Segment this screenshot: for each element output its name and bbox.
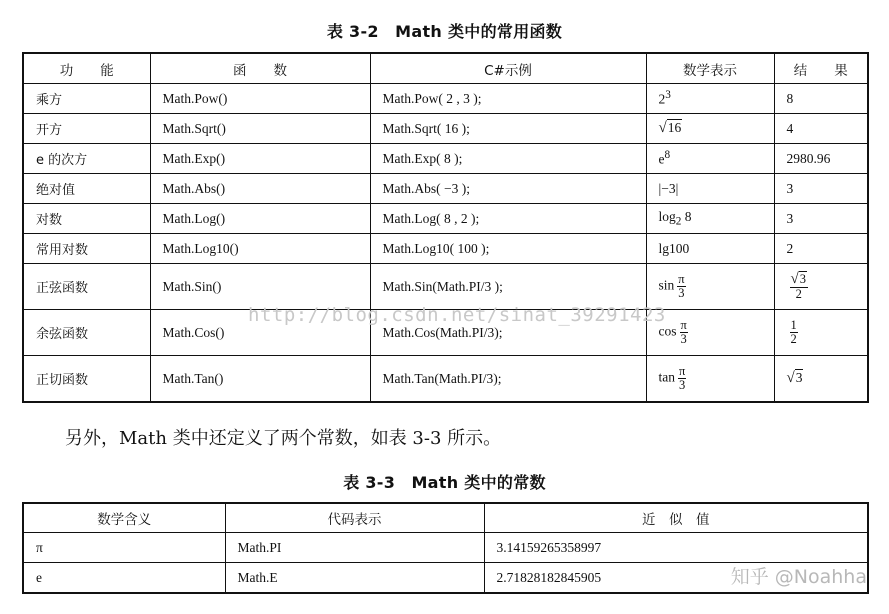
fraction: [677, 273, 685, 300]
fraction: [790, 272, 808, 302]
log-arg: 8: [681, 209, 692, 225]
result-cell: [774, 310, 868, 356]
header-code: 代码表示: [225, 503, 484, 533]
denominator: 2: [795, 287, 802, 302]
method-cell: Math.Exp(): [150, 144, 370, 174]
denominator: 3: [679, 378, 686, 392]
function-cell: 开方: [23, 114, 150, 144]
numerator: 1: [790, 317, 797, 332]
math-cell: [646, 204, 774, 234]
radicand: 3: [795, 370, 803, 385]
result-cell: 8: [774, 84, 868, 114]
example-cell: Math.Log( 8 , 2 );: [370, 204, 646, 234]
table-row: [23, 356, 868, 403]
example-cell: Math.Exp( 8 );: [370, 144, 646, 174]
fraction: [678, 365, 686, 392]
math-cell: [646, 264, 774, 310]
result-cell: 3: [774, 204, 868, 234]
trig-fn: tan: [658, 369, 675, 385]
method-cell: Math.Cos(): [150, 310, 370, 356]
table-row: [23, 204, 868, 234]
radical-sign: √: [658, 120, 667, 136]
table-row: [23, 310, 868, 356]
table-row: [23, 264, 868, 310]
square-root: [659, 120, 683, 137]
method-cell: Math.Pow(): [150, 84, 370, 114]
denominator: 3: [680, 332, 687, 346]
watermark-url: http://blog.csdn.net/sinat_39291423: [248, 304, 666, 326]
example-cell: Math.Cos(Math.PI/3);: [370, 310, 646, 356]
radical-sign: √: [786, 370, 795, 386]
table-3-2-caption: 表 3-2 Math 类中的常用函数: [326, 22, 563, 41]
common-functions-table: [22, 52, 869, 403]
table-row: [23, 114, 868, 144]
header-method: 函 数: [150, 53, 370, 84]
math-exponent: 8: [664, 149, 671, 162]
trig-fn: cos: [658, 323, 677, 339]
header-math: 数学表示: [646, 53, 774, 84]
math-cell: lg100: [646, 234, 774, 264]
result-cell: [774, 356, 868, 403]
table-row: [23, 144, 868, 174]
zhihu-watermark: 知乎 @Noahha: [730, 566, 867, 588]
result-cell: 4: [774, 114, 868, 144]
function-cell: e 的次方: [23, 144, 150, 174]
math-cell: [646, 84, 774, 114]
table-row: [23, 174, 868, 204]
math-cell: [646, 310, 774, 356]
math-base: e: [658, 151, 665, 167]
result-cell: [774, 264, 868, 310]
math-cell: [646, 356, 774, 403]
function-cell: 绝对值: [23, 174, 150, 204]
table-row: [23, 533, 868, 563]
math-base: 2: [658, 91, 666, 107]
fraction: [680, 319, 688, 346]
result-cell: 3: [774, 174, 868, 204]
denominator: 3: [678, 286, 685, 300]
header-value: 近 似 值: [484, 503, 868, 533]
fraction: [790, 319, 798, 346]
meaning-cell: π: [23, 533, 225, 563]
header-example: C#示例: [370, 53, 646, 84]
function-cell: 正切函数: [23, 356, 150, 403]
radical-sign: √: [790, 270, 799, 287]
square-root: [787, 370, 804, 387]
method-cell: Math.Abs(): [150, 174, 370, 204]
header-function: 功 能: [23, 53, 150, 84]
table-row: [23, 84, 868, 114]
method-cell: Math.Tan(): [150, 356, 370, 403]
trig-fn: sin: [658, 277, 675, 293]
method-cell: Math.Sqrt(): [150, 114, 370, 144]
math-cell: |−3|: [646, 174, 774, 204]
function-cell: 余弦函数: [23, 310, 150, 356]
result-cell: 2980.96: [774, 144, 868, 174]
example-cell: Math.Sqrt( 16 );: [370, 114, 646, 144]
meaning-cell: e: [23, 563, 225, 594]
method-cell: Math.Log10(): [150, 234, 370, 264]
math-cell: [646, 114, 774, 144]
example-cell: Math.Abs( −3 );: [370, 174, 646, 204]
numerator: π: [680, 317, 687, 332]
math-cell: [646, 144, 774, 174]
header-meaning: 数学含义: [23, 503, 225, 533]
method-cell: Math.Log(): [150, 204, 370, 234]
result-cell: 2: [774, 234, 868, 264]
function-cell: 常用对数: [23, 234, 150, 264]
numerator: π: [679, 363, 686, 378]
code-cell: Math.E: [225, 563, 484, 594]
function-cell: 对数: [23, 204, 150, 234]
example-cell: Math.Log10( 100 );: [370, 234, 646, 264]
function-cell: 正弦函数: [23, 264, 150, 310]
header-result: 结 果: [774, 53, 868, 84]
table-header-row: [23, 503, 868, 533]
function-cell: 乘方: [23, 84, 150, 114]
table-header-row: [23, 53, 868, 84]
code-cell: Math.PI: [225, 533, 484, 563]
square-root: [791, 272, 807, 288]
value-cell: 2.71828182845905: [484, 563, 868, 594]
table-3-3-caption: 表 3-3 Math 类中的常数: [343, 473, 546, 492]
radicand: 16: [667, 120, 682, 135]
example-cell: Math.Tan(Math.PI/3);: [370, 356, 646, 403]
example-cell: Math.Pow( 2 , 3 );: [370, 84, 646, 114]
body-paragraph: 另外，Math 类中还定义了两个常数，如表 3-3 所示。: [65, 428, 502, 449]
method-cell: Math.Sin(): [150, 264, 370, 310]
numerator: π: [678, 271, 685, 286]
radicand: 3: [799, 271, 806, 286]
denominator: 2: [790, 332, 797, 346]
numerator: [790, 272, 808, 289]
example-cell: Math.Sin(Math.PI/3 );: [370, 264, 646, 310]
log-fn: log: [658, 209, 676, 225]
table-row: [23, 234, 868, 264]
value-cell: 3.14159265358997: [484, 533, 868, 563]
math-exponent: 3: [665, 89, 671, 102]
log-base: 2: [675, 215, 682, 228]
